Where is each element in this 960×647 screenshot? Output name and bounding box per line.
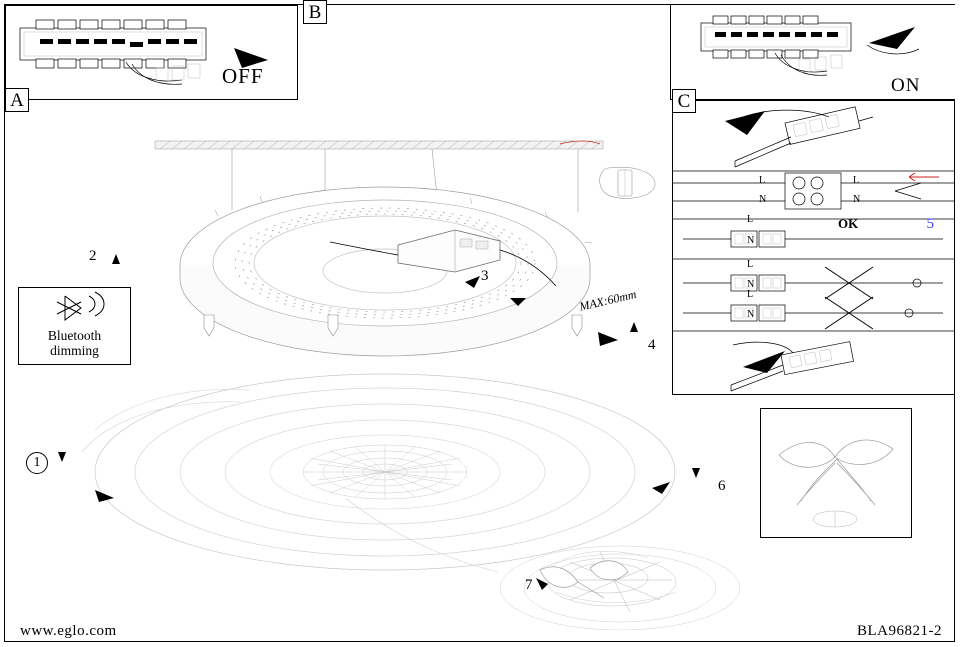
max-distance-label: MAX:60mm: [578, 286, 638, 314]
callout-3: 3: [481, 268, 489, 284]
panel-b-letter: B: [303, 0, 327, 24]
panel-b: [670, 5, 955, 100]
row-ok-label-n: N: [747, 235, 755, 246]
row-bad1-label-n: N: [747, 279, 755, 290]
callout-6: 6: [718, 478, 726, 494]
row-bad1-label-l: L: [747, 259, 754, 270]
terminal-label-l-left: L: [759, 175, 766, 186]
panel-a-letter: A: [5, 88, 29, 112]
row-ok-label-l: L: [747, 214, 754, 225]
callout-2: 2: [89, 248, 97, 264]
panel-c-diagram: [673, 101, 954, 394]
row-bad2-label-n: N: [747, 309, 755, 320]
terminal-label-l-right: L: [853, 175, 860, 186]
callout-7: 7: [525, 577, 533, 593]
panel-c: [672, 100, 955, 395]
bluetooth-label-line2: dimming: [50, 343, 99, 358]
detail-panel-6: [760, 408, 912, 538]
bluetooth-label-line1: Bluetooth: [47, 328, 102, 343]
bluetooth-dimming-box: [18, 287, 131, 365]
callout-5: 5: [926, 216, 934, 232]
bluetooth-icon: [19, 290, 129, 330]
ok-label: OK: [838, 216, 859, 231]
footer-website: www.eglo.com: [20, 623, 117, 639]
panel-a-state-label: OFF: [222, 64, 264, 88]
row-bad2-label-l: L: [747, 289, 754, 300]
panel-c-letter: C: [672, 89, 696, 113]
terminal-label-n-right: N: [853, 194, 861, 205]
panel-a: [5, 5, 298, 100]
footer-code: BLA96821-2: [857, 623, 942, 639]
detail-6-diagram: [761, 409, 911, 537]
callout-1: 1: [26, 452, 48, 474]
panel-b-state-label: ON: [891, 75, 921, 96]
callout-4: 4: [648, 337, 656, 353]
terminal-label-n-left: N: [759, 194, 767, 205]
